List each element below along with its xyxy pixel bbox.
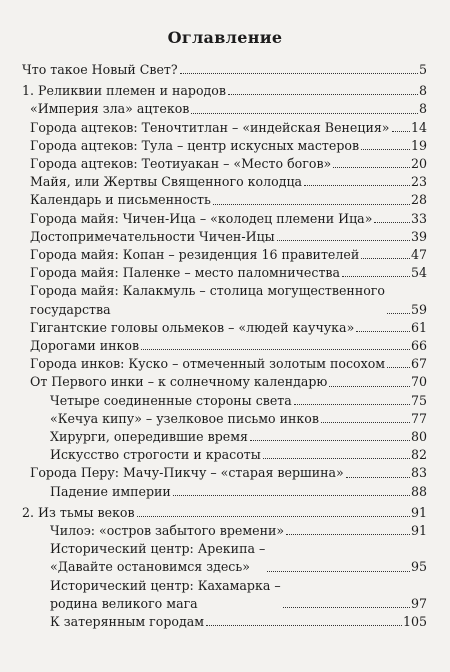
toc-entry xyxy=(22,228,427,246)
toc-entry xyxy=(22,337,427,355)
toc-leader xyxy=(250,440,410,441)
toc-leader xyxy=(294,404,410,405)
toc-entry-title: Искусство строгости и красоты xyxy=(50,447,261,463)
toc-page-number: 66 xyxy=(410,338,427,354)
toc-leader xyxy=(267,571,410,572)
toc-entry xyxy=(22,191,427,209)
toc-page-number: 88 xyxy=(410,483,427,499)
toc-entry-title: «Империя зла» ацтеков xyxy=(30,101,190,117)
toc-page-number: 5 xyxy=(418,62,427,77)
toc-entry-title: Города майя: Чичен-Ица – «колодец племени Ица» xyxy=(30,210,373,226)
toc-page-number: 47 xyxy=(410,247,427,263)
toc-leader xyxy=(206,625,402,626)
toc-entry xyxy=(22,504,427,522)
toc-entry xyxy=(22,119,427,137)
toc-entry-title: К затерянным городам xyxy=(50,614,205,630)
toc-page-number: 97 xyxy=(410,595,427,611)
toc-entry-title: Города ацтеков: Теночтитлан – «индейская Венеция» xyxy=(30,119,390,135)
toc-entry xyxy=(22,246,427,264)
toc-page-number: 14 xyxy=(410,119,427,135)
toc-entry-title: Дорогами инков xyxy=(30,338,140,354)
toc-entry xyxy=(22,522,427,540)
toc-entry-title: Гигантские головы ольмеков – «людей каучука» xyxy=(30,319,355,335)
toc-entry xyxy=(22,540,427,576)
toc-entry xyxy=(22,100,427,118)
toc-entry-title xyxy=(50,577,281,613)
toc-page-number: 20 xyxy=(410,156,427,172)
toc-leader xyxy=(173,495,410,496)
toc-page-number: 91 xyxy=(410,523,427,539)
toc-page-number: 54 xyxy=(410,265,427,281)
toc-leader xyxy=(387,367,410,368)
toc-leader xyxy=(286,534,410,535)
toc-entry-title: Что такое Новый Свет? xyxy=(22,62,178,77)
toc-leader xyxy=(356,331,410,332)
toc-leader xyxy=(374,222,410,223)
toc-entry xyxy=(22,446,427,464)
toc-entry xyxy=(22,410,427,428)
toc-entry-title: Города инков: Куско – отмеченный золотым посохом xyxy=(30,356,386,372)
toc-entry xyxy=(22,61,427,79)
toc-entry xyxy=(22,613,427,631)
toc-entry xyxy=(22,355,427,373)
toc-entry-title: Города ацтеков: Тула – центр искусных мастеров xyxy=(30,137,360,153)
toc-entry xyxy=(22,155,427,173)
toc-entry xyxy=(22,319,427,337)
toc-entry xyxy=(22,577,427,613)
toc-leader xyxy=(321,422,410,423)
toc-entry-title: Города Перу: Мачу-Пикчу – «старая вершина» xyxy=(30,465,344,481)
toc-leader xyxy=(137,516,410,517)
toc-leader xyxy=(141,349,410,350)
toc-page-number: 19 xyxy=(410,137,427,153)
table-of-contents xyxy=(22,61,427,631)
toc-entry-title: От Первого инки – к солнечному календарю xyxy=(30,374,328,390)
toc-leader xyxy=(283,607,410,608)
toc-page-number: 8 xyxy=(418,101,427,117)
toc-entry-title-line: Исторический центр: Кахамарка – xyxy=(50,577,281,593)
toc-entry-title-line: «Давайте остановимся здесь» xyxy=(50,559,250,575)
toc-leader xyxy=(263,458,410,459)
toc-page-number: 75 xyxy=(410,392,427,408)
toc-entry-title: Достопримечательности Чичен-Ицы xyxy=(30,228,275,244)
toc-entry-title: 2. Из тьмы веков xyxy=(22,504,135,520)
toc-entry-title: Календарь и письменность xyxy=(30,192,211,208)
toc-entry xyxy=(22,428,427,446)
toc-page-number: 39 xyxy=(410,228,427,244)
toc-page-number: 33 xyxy=(410,210,427,226)
toc-leader xyxy=(191,113,418,114)
toc-page-number: 83 xyxy=(410,465,427,481)
toc-page-number: 95 xyxy=(410,559,427,575)
toc-page-number: 80 xyxy=(410,429,427,445)
toc-page-number: 91 xyxy=(410,504,427,520)
toc-page-number: 70 xyxy=(410,374,427,390)
toc-page-number: 28 xyxy=(410,192,427,208)
toc-page-number: 23 xyxy=(410,174,427,190)
toc-entry xyxy=(22,373,427,391)
toc-entry-title-line: родина великого мага xyxy=(50,595,198,611)
toc-page-number: 8 xyxy=(418,83,427,99)
toc-leader xyxy=(346,477,410,478)
toc-leader xyxy=(304,185,410,186)
toc-page-number: 82 xyxy=(410,447,427,463)
toc-leader xyxy=(361,258,410,259)
toc-page-number: 77 xyxy=(410,410,427,426)
toc-entry xyxy=(22,392,427,410)
toc-leader xyxy=(277,240,410,241)
toc-page-number: 59 xyxy=(410,301,427,317)
toc-entry-title xyxy=(50,540,265,576)
toc-entry-title: Падение империи xyxy=(50,483,171,499)
toc-entry xyxy=(22,173,427,191)
toc-entry-title: «Кечуа кипу» – узелковое письмо инков xyxy=(50,410,319,426)
toc-entry xyxy=(22,82,427,100)
toc-leader xyxy=(392,131,410,132)
toc-entry-title: Чилоэ: «остров забытого времени» xyxy=(50,523,285,539)
toc-page-number: 61 xyxy=(410,319,427,335)
toc-page-number: 105 xyxy=(402,614,427,630)
toc-leader xyxy=(387,313,410,314)
toc-entry-title-line: Города майя: Калакмуль – столица могущественного xyxy=(30,283,385,299)
toc-entry xyxy=(22,282,427,318)
toc-leader xyxy=(329,386,410,387)
toc-entry-title: Майя, или Жертвы Священного колодца xyxy=(30,174,303,190)
toc-page-number: 67 xyxy=(410,356,427,372)
toc-leader xyxy=(361,149,410,150)
toc-leader xyxy=(180,73,418,74)
toc-entry-title: Города ацтеков: Теотиуакан – «Место богов» xyxy=(30,156,332,172)
toc-entry-title-line: Исторический центр: Арекипа – xyxy=(50,541,266,557)
toc-entry-title: Четыре соединенные стороны света xyxy=(50,392,292,408)
toc-entry xyxy=(22,137,427,155)
toc-leader xyxy=(213,204,410,205)
toc-leader xyxy=(228,94,418,95)
toc-entry-title: Хирурги, опередившие время xyxy=(50,429,248,445)
toc-entry xyxy=(22,264,427,282)
toc-entry-title-line: государства xyxy=(30,301,111,317)
toc-entry xyxy=(22,483,427,501)
toc-leader xyxy=(333,167,410,168)
toc-entry-title: Города майя: Копан – резиденция 16 правителей xyxy=(30,247,360,263)
toc-leader xyxy=(342,276,410,277)
page-title: Оглавление xyxy=(167,28,283,47)
toc-entry-title xyxy=(30,282,385,318)
toc-entry-title: 1. Реликвии племен и народов xyxy=(22,83,226,99)
toc-entry xyxy=(22,210,427,228)
toc-entry xyxy=(22,464,427,482)
toc-entry-title: Города майя: Паленке – место паломничества xyxy=(30,265,341,281)
